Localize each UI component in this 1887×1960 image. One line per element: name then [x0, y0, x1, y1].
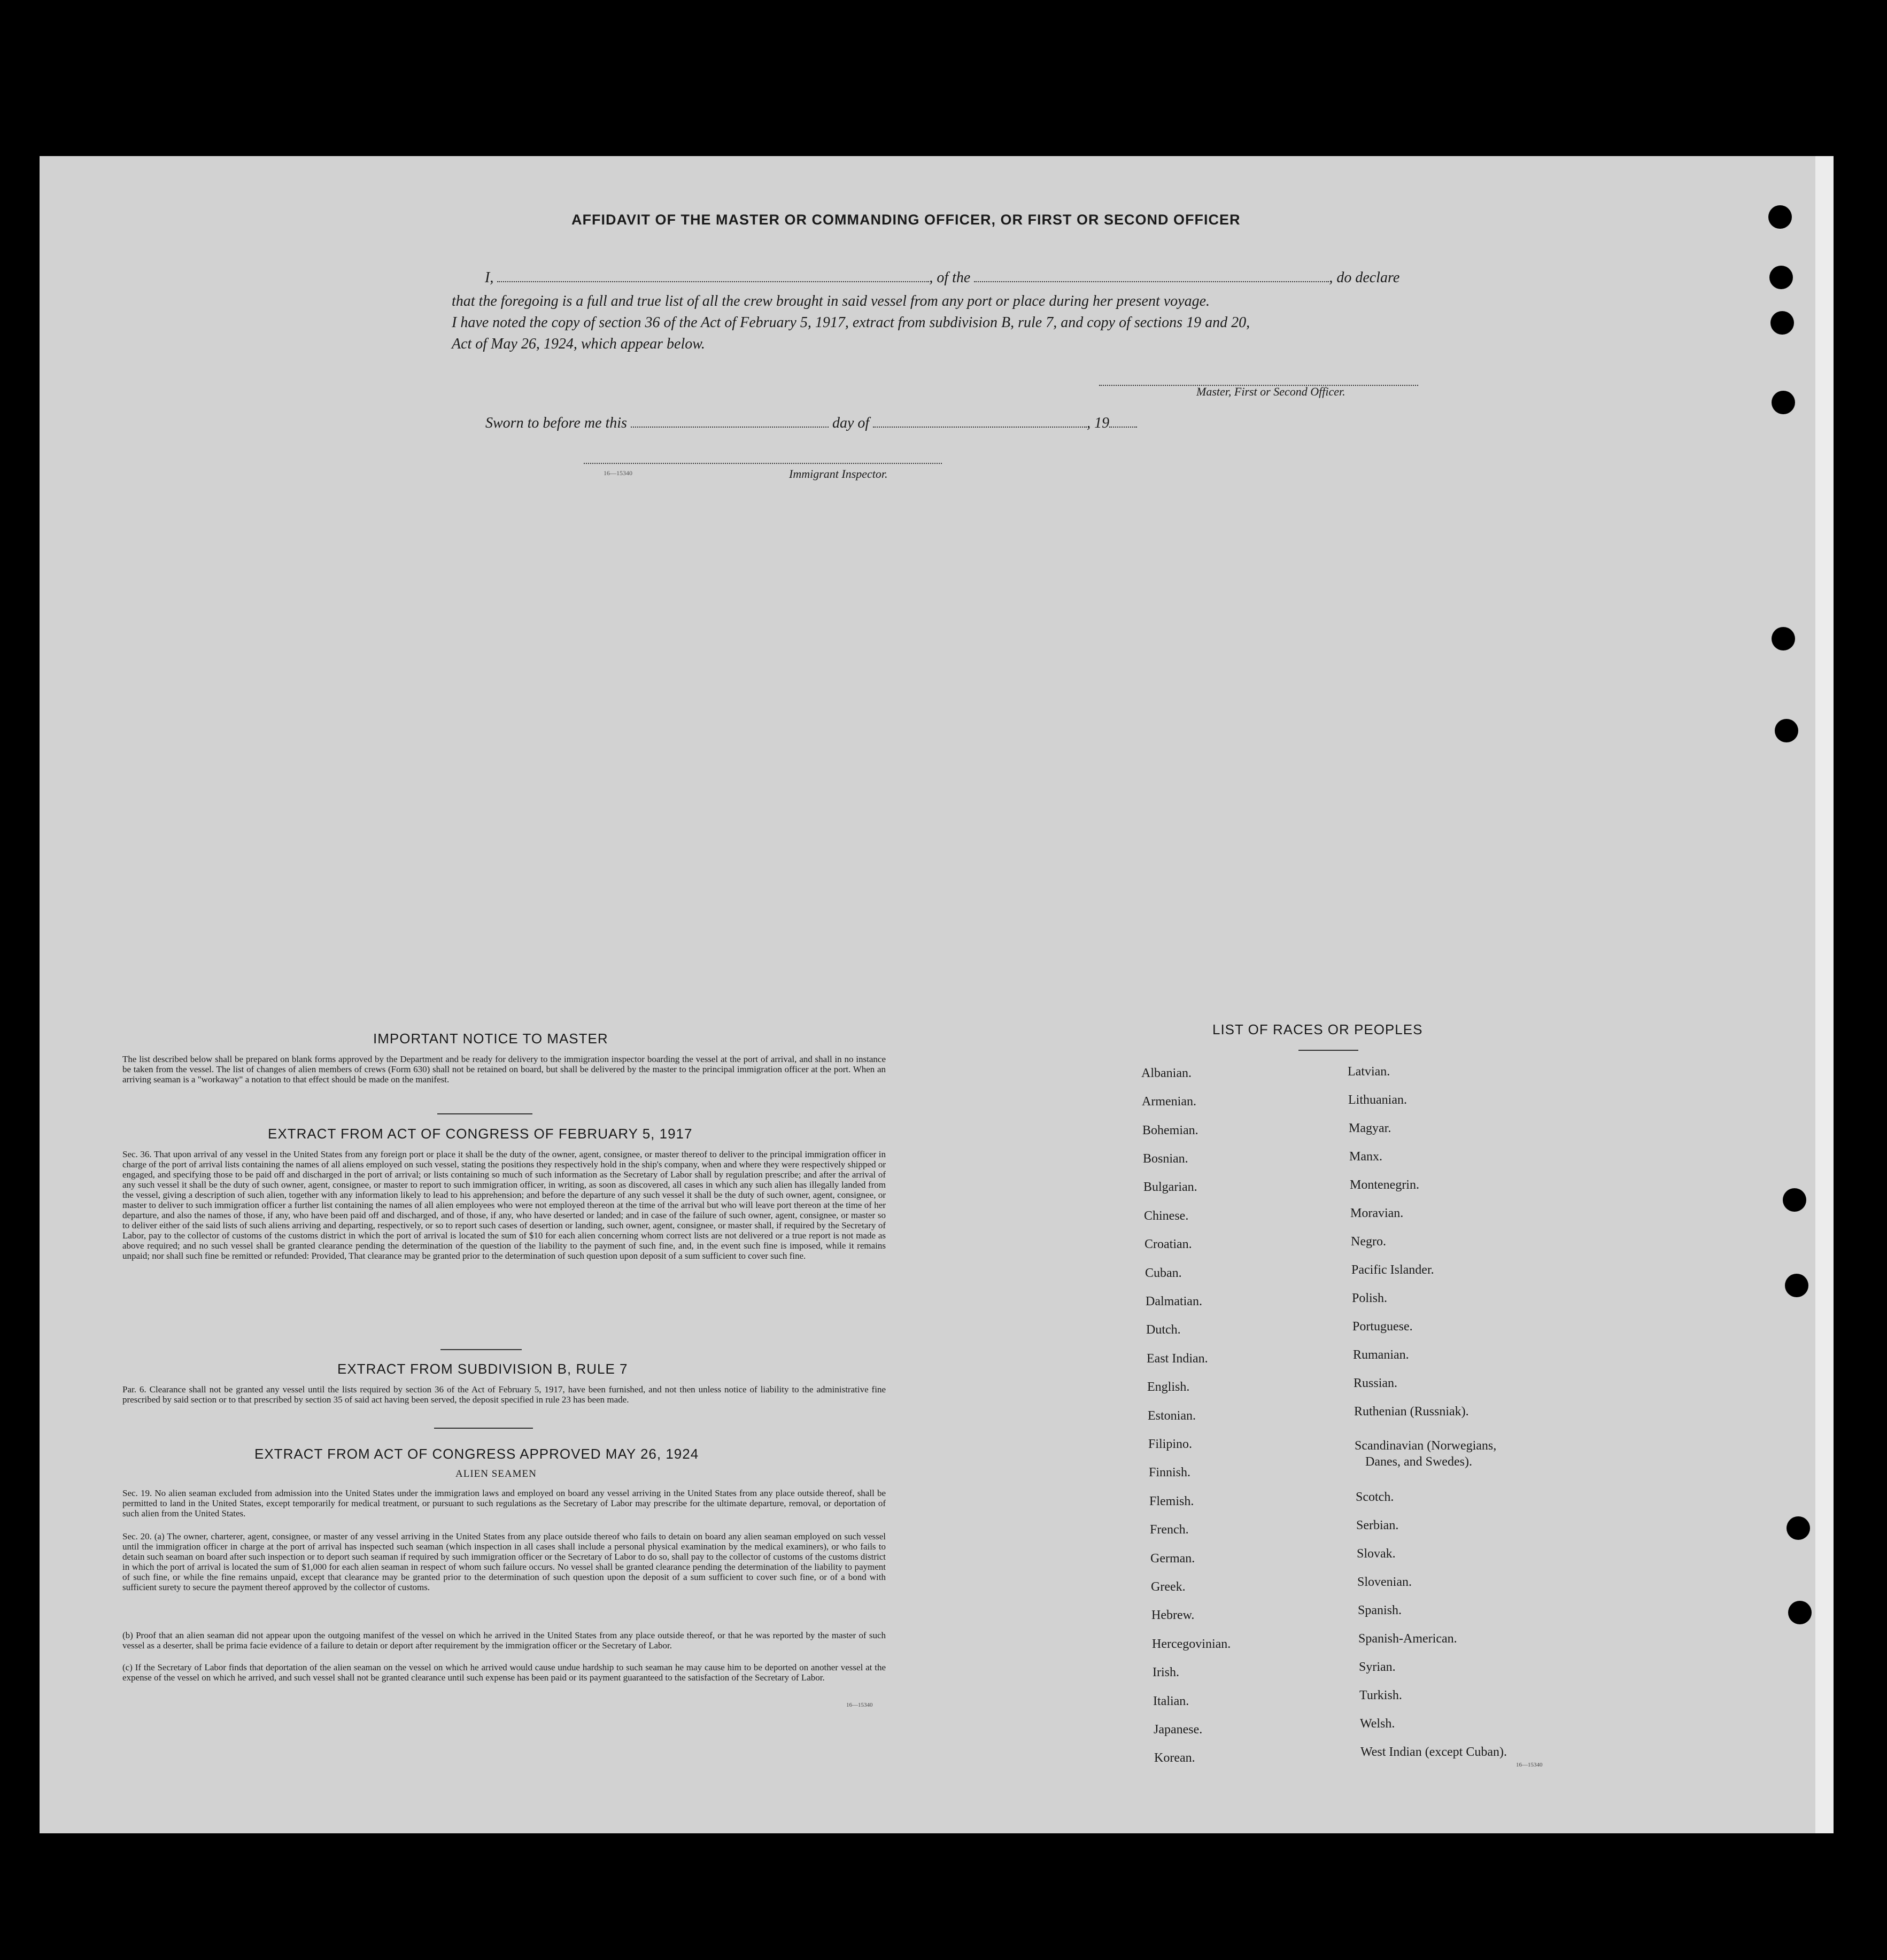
punch-hole — [1770, 311, 1794, 335]
race-item: Scotch. — [1356, 1490, 1394, 1504]
day-of-text: day of — [832, 415, 870, 431]
form-sheet — [40, 156, 1834, 1833]
race-item: East Indian. — [1147, 1352, 1208, 1366]
race-item: Bulgarian. — [1143, 1180, 1197, 1194]
race-item: Japanese. — [1154, 1723, 1203, 1737]
race-item: Ruthenian (Russniak). — [1354, 1405, 1469, 1419]
affidavit-do-declare: , do declare — [1329, 269, 1400, 286]
race-item: Polish. — [1352, 1291, 1388, 1305]
extract-1924-sec20a: Sec. 20. (a) The owner, charterer, agent, consignee, or master of any vessel arriving in the United States from any place outside thereof who fails to detain on board any alien seaman employed on such vessel until the immigration officer in charge at the port of arrival has inspected such seaman (which inspection in all cases shall include a personal physical examination by the medical examiners), or who fails to detain such seaman on board after such inspection or to deport such seaman if required by such immigration officer or the Secretary of Labor to do so, shall pay to the collector of customs of the customs district in which the port of arrival is located the sum of $1,000 for each alien seaman in respect of whom such failure occurs. No vessel shall be granted clearance pending the determination of the liability to payment of such fine, or while the fine remains unpaid, except that clearance may be granted prior to the determination of such question upon the deposit of a sum sufficient to cover such fine, or of a bond with sufficient surety to secure the payment thereof approved by the collector of customs. — [122, 1531, 886, 1592]
race-item: Finnish. — [1149, 1466, 1191, 1479]
extract-1924-form-number: 16—15340 — [846, 1702, 873, 1708]
race-item: Albanian. — [1141, 1066, 1192, 1080]
race-item: Portuguese. — [1352, 1320, 1413, 1334]
inspector-caption: Immigrant Inspector. — [789, 467, 888, 481]
race-item: Scandinavian (Norwegians, — [1355, 1439, 1497, 1453]
race-item: West Indian (except Cuban). — [1360, 1745, 1507, 1759]
race-item: Dutch. — [1146, 1323, 1181, 1337]
sworn-month-blank[interactable] — [873, 417, 1087, 428]
race-item: Estonian. — [1148, 1409, 1196, 1423]
signature-caption: Master, First or Second Officer. — [1196, 385, 1345, 398]
race-item: Slovenian. — [1357, 1575, 1412, 1589]
year-blank[interactable] — [1109, 417, 1137, 428]
divider-3 — [434, 1428, 533, 1429]
race-item: Korean. — [1154, 1751, 1195, 1765]
race-item: Cuban. — [1145, 1266, 1182, 1280]
race-item: Bohemian. — [1142, 1124, 1198, 1137]
vessel-blank[interactable] — [974, 272, 1329, 282]
punch-hole — [1772, 391, 1795, 414]
sworn-day-blank[interactable] — [631, 417, 829, 428]
race-item: Slovak. — [1357, 1547, 1396, 1561]
extract-1924-subtitle: ALIEN SEAMEN — [455, 1468, 537, 1479]
inspector-signature-blank[interactable] — [584, 453, 942, 464]
race-item: Irish. — [1153, 1665, 1179, 1679]
races-form-number: 16—15340 — [1516, 1762, 1543, 1768]
punch-hole — [1775, 719, 1798, 742]
race-item: Dalmatian. — [1146, 1295, 1202, 1308]
race-item: Montenegrin. — [1350, 1178, 1419, 1192]
punch-hole — [1769, 266, 1793, 289]
name-blank[interactable] — [497, 272, 929, 282]
race-item: Spanish. — [1358, 1603, 1402, 1617]
punch-hole — [1783, 1188, 1806, 1212]
sworn-line — [485, 415, 1137, 432]
extract-1924-title: EXTRACT FROM ACT OF CONGRESS APPROVED MAY 26, 1924 — [254, 1446, 699, 1462]
race-item: Serbian. — [1356, 1519, 1399, 1532]
race-item: Greek. — [1151, 1580, 1186, 1594]
punch-hole — [1787, 1516, 1810, 1540]
race-item: Hercegovinian. — [1152, 1637, 1231, 1651]
divider-2 — [440, 1349, 522, 1350]
race-item: Hebrew. — [1151, 1608, 1195, 1622]
punch-hole — [1788, 1601, 1812, 1624]
race-item: Bosnian. — [1143, 1152, 1188, 1166]
race-item: Lithuanian. — [1348, 1093, 1407, 1107]
race-item: Russian. — [1354, 1376, 1398, 1390]
race-item: Rumanian. — [1353, 1348, 1409, 1362]
extract-1924-sec20c: (c) If the Secretary of Labor finds that deportation of the alien seaman on the vessel on which he arrived would cause undue hardship to such seaman he may cause him to be deported on another vessel at the expense of the vessel on which he arrived, and such vessel shall not be granted clearance until such expense has been paid or its payment guaranteed to the satisfaction of the Secretary of Labor. — [122, 1662, 886, 1683]
race-item: French. — [1150, 1523, 1189, 1537]
race-item: Syrian. — [1359, 1660, 1396, 1674]
extract-rule7-title: EXTRACT FROM SUBDIVISION B, RULE 7 — [337, 1361, 628, 1377]
sworn-text: Sworn to before me this — [485, 415, 627, 431]
race-item: Turkish. — [1359, 1688, 1402, 1702]
race-item: Armenian. — [1142, 1095, 1196, 1109]
extract-rule7-text: Par. 6. Clearance shall not be granted any vessel until the lists required by section 36 of the Act of February 5, 1917, have been furnished, and not then unless notice of liability to the administrative fine prescribed by said section or to that prescribed by section 35 of said act having been served, the deposit specified in rule 23 has been made. — [122, 1384, 886, 1405]
race-item: German. — [1150, 1552, 1195, 1566]
affidavit-i: I, — [485, 269, 494, 286]
race-item: Flemish. — [1149, 1494, 1194, 1508]
affidavit-of-the: , of the — [929, 269, 971, 286]
race-item: English. — [1147, 1380, 1190, 1394]
notice-text: The list described below shall be prepared on blank forms approved by the Department and be ready for delivery to the immigration inspector boarding the vessel at the port of arrival, and shall in no instance be taken from the vessel. The list of changes of alien members of crews (Form 630) shall not be retained on board, but shall be delivered by the master to the principal immigration officer at the port. When an arriving seaman is a "workaway" a notation to that effect should be made on the manifest. — [122, 1054, 886, 1084]
affidavit-line-4: Act of May 26, 1924, which appear below. — [452, 336, 705, 352]
extract-1924-sec19: Sec. 19. No alien seaman excluded from admission into the United States under the immigration laws and employed on board any vessel arriving in the United States from any place outside thereof, shall be permitted to land in the United States, except temporarily for medical treatment, or pursuant to such regulations as the Secretary of Labor may prescribe for the ultimate departure, removal, or deportation of such alien from the United States. — [122, 1488, 886, 1519]
races-divider — [1298, 1050, 1358, 1051]
race-item: Moravian. — [1350, 1206, 1404, 1220]
extract-1917-text: Sec. 36. That upon arrival of any vessel in the United States from any foreign port or place it shall be the duty of the owner, agent, consignee, or master thereof to deliver to the principal immigration officer in charge of the port of arrival lists containing the names of all aliens employed on such vessel, stating the positions they respectively hold in the ship's company, when and where they were respectively shipped or engaged, and specifying those to be paid off and discharged in the port of arrival; or lists containing so much of such information as the Secretary of Labor shall by regulation prescribe; and after the arrival of any such vessel it shall be the duty of such owner, agent, consignee, or master to report to such immigration officer, in writing, as soon as discovered, all cases in which any such alien has illegally landed from the vessel, giving a description of such alien, together with any information likely to lead to his apprehension; and before the departure of any such vessel it shall be the duty of such owner, agent, consignee, or master to deliver to such immigration officer a further list containing the names of all alien employees who were not employed thereon at the time of the arrival but who will leave port thereon at the time of her departure, and also the names of those, if any, who have been paid off and discharged, and of those, if any, who have deserted or landed; and in case of the failure of such owner, agent, consignee, or master so to deliver either of the said lists of such aliens arriving and departing, respectively, or so to report such cases of desertion or landing, such owner, agent, consignee, or master shall, if required by the Secretary of Labor, pay to the collector of customs of the customs district in which the port of arrival is located the sum of $10 for each alien concerning whom correct lists are not delivered or a true report is not made as above required; and no such vessel shall be granted clearance pending the determination of the question of the liability to the payment of such fine, and, in the event such fine is imposed, while it remains unpaid; nor shall such fine be remitted or refunded: Provided, That clearance may be granted prior to the determination of such question upon deposit of a sum sufficient to cover such fine. — [122, 1149, 886, 1261]
races-title: LIST OF RACES OR PEOPLES — [1212, 1021, 1423, 1037]
year-prefix: , 19 — [1087, 415, 1110, 431]
affidavit-line-2: that the foregoing is a full and true list of all the crew brought in said vessel from any port or place during her present voyage. — [452, 293, 1210, 309]
race-item: Danes, and Swedes). — [1365, 1455, 1472, 1469]
affidavit-form-number: 16—15340 — [604, 469, 632, 477]
divider-1 — [437, 1113, 532, 1114]
race-item: Latvian. — [1348, 1065, 1390, 1079]
race-item: Italian. — [1153, 1694, 1189, 1708]
race-item: Croatian. — [1144, 1237, 1192, 1251]
race-item: Negro. — [1351, 1235, 1386, 1249]
signature-blank[interactable] — [1099, 375, 1418, 386]
punch-hole — [1785, 1274, 1808, 1297]
race-item: Chinese. — [1144, 1209, 1189, 1223]
race-item: Magyar. — [1349, 1121, 1391, 1135]
notice-title: IMPORTANT NOTICE TO MASTER — [373, 1031, 608, 1047]
affidavit-title: AFFIDAVIT OF THE MASTER OR COMMANDING OFFICER, OR FIRST OR SECOND OFFICER — [571, 212, 1241, 228]
affidavit-line-3: I have noted the copy of section 36 of the Act of February 5, 1917, extract from subdivision B, rule 7, and copy of sections 19 and 20, — [452, 314, 1250, 331]
race-item: Manx. — [1349, 1150, 1382, 1164]
extract-1917-title: EXTRACT FROM ACT OF CONGRESS OF FEBRUARY 5, 1917 — [268, 1126, 693, 1142]
race-item: Spanish-American. — [1358, 1632, 1457, 1646]
punch-hole — [1772, 627, 1795, 650]
affidavit-line-1 — [485, 269, 1399, 286]
extract-1924-sec20b: (b) Proof that an alien seaman did not appear upon the outgoing manifest of the vessel on which he arrived in the United States from any place outside thereof, or that he was reported by the master of such vessel as a deserter, shall be prima facie evidence of a failure to detain or deport after requirement by the immigration officer or the Secretary of Labor. — [122, 1630, 886, 1651]
race-item: Pacific Islander. — [1351, 1263, 1434, 1277]
race-item: Filipino. — [1148, 1437, 1193, 1451]
punch-hole — [1768, 205, 1792, 229]
race-item: Welsh. — [1360, 1717, 1395, 1731]
